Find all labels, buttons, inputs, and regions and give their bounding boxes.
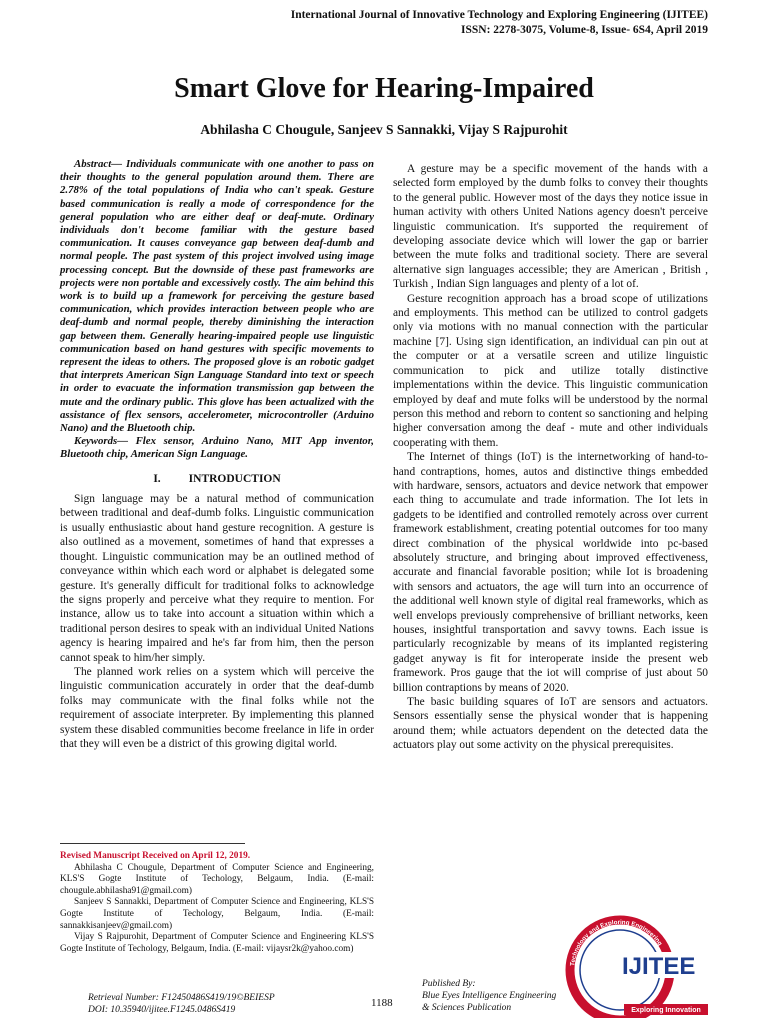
ijitee-logo bbox=[562, 908, 712, 1018]
logo-arc-text: Technology and Exploring Engineering bbox=[569, 918, 664, 967]
journal-name: International Journal of Innovative Technology and Exploring Engineering (IJITEE) bbox=[290, 9, 708, 21]
logo-tagline: Exploring Innovation bbox=[631, 1007, 701, 1014]
section-title: INTRODUCTION bbox=[188, 472, 281, 485]
journal-issn: ISSN: 2278-3075, Volume-8, Issue- 6S4, April 2019 bbox=[461, 24, 708, 36]
intro-paragraph-1: Sign language may be a natural method of communication between traditional and deaf-dumb folks. Linguistic communication is usually enthusiastic about hand gesture recognition. A gesture is also outlined as a movement, sometimes of hand that expresses a thought. Linguistic communication may be an outlined method of conveyance within which each word or alphabet is delegated some gesture. It's generally difficult for traditional folks to acknowledge the signs properly and perceive what they require to mention. For instance, allow us to take into account a situation within which a traditional person desires to speak with an individual United Nations agency is hearing impaired and he's far from him, then the person cannot speak to him/her simply. bbox=[60, 493, 374, 664]
footnote-rule bbox=[60, 843, 245, 844]
author-note-3: Vijay S Rajpurohit, Department of Computer Science and Engineering KLS'S Gogte Institute of Techology, Belgaum, India. (E-mail: vijaysr2k@yahoo.com) bbox=[60, 932, 374, 954]
publisher-line-1: Blue Eyes Intelligence Engineering bbox=[422, 991, 557, 1001]
revised-note: Revised Manuscript Received on April 12, 2019. bbox=[60, 851, 251, 861]
keywords: Keywords— Flex sensor, Arduino Nano, MIT App inventor, Bluetooth chip, American Sign Language. bbox=[60, 435, 374, 461]
logo-name: IJITEE bbox=[622, 953, 696, 980]
paper-authors: Abhilasha C Chougule, Sanjeev S Sannakki, Vijay S Rajpurohit bbox=[200, 122, 568, 137]
retrieval-number: Retrieval Number: F12450486S419/19©BEIESP bbox=[88, 993, 275, 1003]
published-by: Published By: bbox=[422, 979, 476, 989]
doi: DOI: 10.35940/ijitee.F1245.0486S419 bbox=[88, 1005, 236, 1015]
section-number: I. bbox=[153, 472, 161, 485]
body-paragraph-2: Gesture recognition approach has a broad scope of utilizations and employments. This method can be utilized to control gadgets only via motions with no manual connection with the particular machine [7]. Using sign identification, an individual can pin out at the computer or at a versatile screen and utilize linguistic communication to pick and utilize totally distinctive implementations within the device. This linguistic communication employed by deaf and mute folks will be understood by the normal person this method and reborn to content so sanctioning and helping higher conversation among the deaf - mute and other individuals cooperating with them. bbox=[393, 292, 708, 449]
footer-left bbox=[88, 992, 275, 1016]
publisher-info bbox=[422, 978, 556, 1014]
abstract: Abstract— Individuals communicate with one another to pass on their thoughts to the general population around them. There are 2.78% of the total populations of India who can't speak. Gesture based communication is really a mode of correspondence for the general population who are either deaf or deaf-mute. Ordinary individuals don't become familiar with the gesture based communication. It causes conveyance gap between deaf-dumb and normal people. The past system of this project involved using image processing concept. But the downside of these past frameworks are projects were non portable and excessively costly. The aim behind this work is to build up a framework for perceiving the gesture based communication, which provides interaction between people who are deaf-dumb and normal people, thereby diminishing the interaction gap between them. Generally hearing-impaired people use linguistic communication based on hand gestures with specific movements to represent the ideas to others. The proposed glove is an robotic gadget that interprets American Sign Language Standard into text or speech in order to evacuate the information transmission gap between the mute and the ordinary public. This glove has been actualized with the assistance of flex sensors, accelerometer, microcontroller (Arduino Nano) and the Bluetooth chip. bbox=[60, 158, 374, 435]
intro-paragraph-2: The planned work relies on a system which will perceive the linguistic communication accurately in order that the deaf-dumb folks may communicate with the final folks while not the requirement of associate interpreter. By implementing this planned system these disabled communities become freelance in life in order that they will even be a district of this growing digital world. bbox=[60, 665, 374, 750]
page-number: 1188 bbox=[371, 997, 393, 1009]
body-paragraph-3: The Internet of things (IoT) is the internetworking of hand-to-hand contraptions, homes, autos and distinctive things embedded with hardware, sensors, actuators and device network that empower each thing to accumulate and trade information. The Iot lets in gadgets to be identified and controlled remotely across over current framework establishment, creating potential outcomes for too many direct combination of the physical worldwide into pc-based absolutely structure, and bringing about improved effectiveness, accurate and financial favorable position; while Iot is broadening with sensors and actuators, the age will turn into an occurrence of the additional well known style of digital real frameworks, which as well envelops previously comprehensive of brilliant networks, keen houses, insightful transportation and savvy towns. Each issue is particularly recognizable by means of its implanted registering gadget anyway is fit for interoperate inside the present web framework. Pros gauge that the iot will comprise of just about 50 billion contraptions by means of 2020. bbox=[393, 451, 708, 694]
paper-title: Smart Glove for Hearing-Impaired bbox=[174, 73, 594, 104]
author-note-1: Abhilasha C Chougule, Department of Computer Science and Engineering, KLS'S Gogte Institute of Techology, Belgaum, India. (E-mail: chougule.abhilasha91@gmail.com) bbox=[60, 862, 374, 896]
publisher-line-2: & Sciences Publication bbox=[422, 1003, 512, 1013]
section-heading-introduction bbox=[60, 472, 374, 486]
left-column bbox=[60, 158, 374, 751]
journal-header bbox=[291, 8, 708, 38]
footnotes bbox=[60, 851, 374, 955]
body-paragraph-1: A gesture may be a specific movement of the hands with a selected form employed by the dumb folks to convey their thoughts to the general public. However most of the days they notice issue in human activity with others United Nations agency doesn't perceive linguistic communication. It's supported the requirement of developing associate device which will lower the gap or barrier between the mute folks and traditional society. There are several alternative sign languages accessible; they are American , British , Turkish , Indian Sign languages and plenty of a lot of. bbox=[393, 163, 708, 291]
body-paragraph-4: The basic building squares of IoT are sensors and actuators. Sensors essentially sense the physical wonder that is happening around them; while actuators dependent on the detected data the actuators play out some activity on the physical prerequisites. bbox=[393, 696, 708, 752]
right-column bbox=[393, 162, 708, 753]
author-note-2: Sanjeev S Sannakki, Department of Computer Science and Engineering, KLS'S Gogte Institute of Techology, Belgaum, India. (E-mail: sannakkisanjeev@gmail.com) bbox=[60, 897, 374, 931]
